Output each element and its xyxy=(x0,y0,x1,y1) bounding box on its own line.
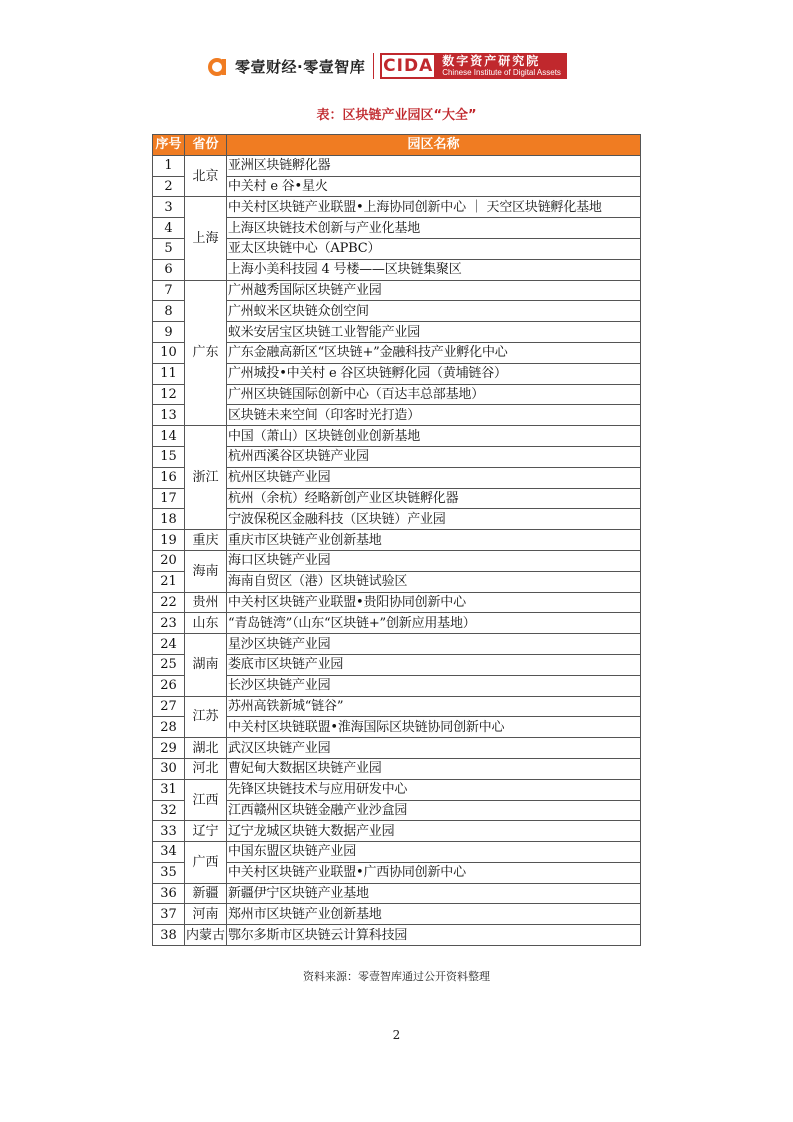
park-name: 杭州西溪谷区块链产业园 xyxy=(227,446,641,467)
row-number: 12 xyxy=(153,384,185,405)
header-no: 序号 xyxy=(153,135,185,156)
row-number: 11 xyxy=(153,363,185,384)
park-name: 中关村区块链产业联盟•贵阳协同创新中心 xyxy=(227,592,641,613)
row-number: 13 xyxy=(153,405,185,426)
row-number: 35 xyxy=(153,862,185,883)
park-name: 苏州高铁新城“链谷” xyxy=(227,696,641,717)
row-number: 33 xyxy=(153,821,185,842)
park-name: 广州区块链国际创新中心（百达丰总部基地） xyxy=(227,384,641,405)
row-number: 29 xyxy=(153,738,185,759)
park-name: 海口区块链产业园 xyxy=(227,550,641,571)
row-number: 32 xyxy=(153,800,185,821)
park-name: 广州城投•中关村 e 谷区块链孵化园（黄埔链谷） xyxy=(227,363,641,384)
table-row xyxy=(153,717,641,738)
header-province: 省份 xyxy=(185,135,227,156)
row-number: 20 xyxy=(153,550,185,571)
park-name: 区块链未来空间（印客时光打造） xyxy=(227,405,641,426)
row-number: 5 xyxy=(153,238,185,259)
row-number: 24 xyxy=(153,634,185,655)
page-header xyxy=(207,51,567,81)
table-header-row xyxy=(153,135,641,156)
province-cell: 新疆 xyxy=(185,883,227,904)
province-cell: 江苏 xyxy=(185,696,227,738)
table-row xyxy=(153,238,641,259)
row-number: 27 xyxy=(153,696,185,717)
table-row xyxy=(153,634,641,655)
row-number: 30 xyxy=(153,758,185,779)
table-row xyxy=(153,197,641,218)
table-row xyxy=(153,446,641,467)
table-row xyxy=(153,862,641,883)
park-name: 长沙区块链产业园 xyxy=(227,675,641,696)
row-number: 14 xyxy=(153,426,185,447)
cida-name-block xyxy=(436,53,567,79)
park-name: 娄底市区块链产业园 xyxy=(227,654,641,675)
table-row xyxy=(153,800,641,821)
park-name: 鄂尔多斯市区块链云计算科技园 xyxy=(227,925,641,946)
park-name: 江西赣州区块链金融产业沙盒园 xyxy=(227,800,641,821)
park-name: 广州越秀国际区块链产业园 xyxy=(227,280,641,301)
table-row xyxy=(153,738,641,759)
table-row xyxy=(153,758,641,779)
row-number: 17 xyxy=(153,488,185,509)
row-number: 28 xyxy=(153,717,185,738)
table-row xyxy=(153,488,641,509)
row-number: 7 xyxy=(153,280,185,301)
park-name: 上海小美科技园 4 号楼——区块链集聚区 xyxy=(227,259,641,280)
table-row xyxy=(153,301,641,322)
row-number: 3 xyxy=(153,197,185,218)
province-cell: 广东 xyxy=(185,280,227,426)
table-row xyxy=(153,779,641,800)
table-row xyxy=(153,280,641,301)
table-row xyxy=(153,218,641,239)
row-number: 34 xyxy=(153,842,185,863)
row-number: 10 xyxy=(153,342,185,363)
park-name: 宁波保税区金融科技（区块链）产业园 xyxy=(227,509,641,530)
park-name: 亚太区块链中心（APBC） xyxy=(227,238,641,259)
table-row xyxy=(153,696,641,717)
table-row xyxy=(153,509,641,530)
row-number: 18 xyxy=(153,509,185,530)
cida-english-name: Chinese Institute of Digital Assets xyxy=(442,67,561,77)
table-row xyxy=(153,550,641,571)
province-cell: 贵州 xyxy=(185,592,227,613)
row-number: 31 xyxy=(153,779,185,800)
row-number: 9 xyxy=(153,322,185,343)
province-cell: 河北 xyxy=(185,758,227,779)
header-park-name: 园区名称 xyxy=(227,135,641,156)
cida-chinese-name: 数字资产研究院 xyxy=(442,53,541,68)
table-row xyxy=(153,322,641,343)
table-row xyxy=(153,904,641,925)
table-row xyxy=(153,675,641,696)
province-cell: 内蒙古 xyxy=(185,925,227,946)
row-number: 38 xyxy=(153,925,185,946)
park-name: 新疆伊宁区块链产业基地 xyxy=(227,883,641,904)
province-cell: 浙江 xyxy=(185,426,227,530)
park-name: 中国（萧山）区块链创业创新基地 xyxy=(227,426,641,447)
lingyi-logo-icon xyxy=(207,55,229,77)
row-number: 2 xyxy=(153,176,185,197)
brand-name: 零壹财经·零壹智库 xyxy=(235,57,366,76)
header-divider xyxy=(373,53,374,79)
row-number: 8 xyxy=(153,301,185,322)
park-table xyxy=(152,134,641,946)
park-name: 杭州区块链产业园 xyxy=(227,467,641,488)
row-number: 22 xyxy=(153,592,185,613)
row-number: 4 xyxy=(153,218,185,239)
table-row xyxy=(153,613,641,634)
table-row xyxy=(153,426,641,447)
table-row xyxy=(153,654,641,675)
row-number: 26 xyxy=(153,675,185,696)
park-name: 广东金融高新区“区块链+”金融科技产业孵化中心 xyxy=(227,342,641,363)
cida-logo: CIDA xyxy=(380,53,436,79)
table-row xyxy=(153,467,641,488)
park-name: 武汉区块链产业园 xyxy=(227,738,641,759)
park-name: 广州蚁米区块链众创空间 xyxy=(227,301,641,322)
table-row xyxy=(153,342,641,363)
province-cell: 广西 xyxy=(185,842,227,884)
table-row xyxy=(153,259,641,280)
table-row xyxy=(153,571,641,592)
park-name: 中关村区块链产业联盟•上海协同创新中心 ｜ 天空区块链孵化基地 xyxy=(227,197,641,218)
table-row xyxy=(153,842,641,863)
table-row xyxy=(153,925,641,946)
row-number: 36 xyxy=(153,883,185,904)
table-row xyxy=(153,821,641,842)
park-name: 中国东盟区块链产业园 xyxy=(227,842,641,863)
province-cell: 江西 xyxy=(185,779,227,821)
province-cell: 上海 xyxy=(185,197,227,280)
province-cell: 湖北 xyxy=(185,738,227,759)
province-cell: 重庆 xyxy=(185,530,227,551)
park-name: 中关村区块链联盟•淮海国际区块链协同创新中心 xyxy=(227,717,641,738)
row-number: 21 xyxy=(153,571,185,592)
row-number: 16 xyxy=(153,467,185,488)
park-name: 亚洲区块链孵化器 xyxy=(227,155,641,176)
park-name: 上海区块链技术创新与产业化基地 xyxy=(227,218,641,239)
table-row xyxy=(153,883,641,904)
row-number: 15 xyxy=(153,446,185,467)
park-name: 星沙区块链产业园 xyxy=(227,634,641,655)
province-cell: 山东 xyxy=(185,613,227,634)
park-name: 中关村 e 谷•星火 xyxy=(227,176,641,197)
province-cell: 北京 xyxy=(185,155,227,197)
park-name: 郑州市区块链产业创新基地 xyxy=(227,904,641,925)
table-title: 表：区块链产业园区“大全” xyxy=(316,108,477,123)
park-name: 中关村区块链产业联盟•广西协同创新中心 xyxy=(227,862,641,883)
table-row xyxy=(153,405,641,426)
table-row xyxy=(153,155,641,176)
park-name: 杭州（余杭）经略新创产业区块链孵化器 xyxy=(227,488,641,509)
province-cell: 湖南 xyxy=(185,634,227,696)
park-name: 重庆市区块链产业创新基地 xyxy=(227,530,641,551)
page-number: 2 xyxy=(392,1028,401,1042)
row-number: 6 xyxy=(153,259,185,280)
table-body xyxy=(153,155,641,945)
row-number: 37 xyxy=(153,904,185,925)
province-cell: 海南 xyxy=(185,550,227,592)
park-name: 蚁米安居宝区块链工业智能产业园 xyxy=(227,322,641,343)
row-number: 19 xyxy=(153,530,185,551)
table-row xyxy=(153,384,641,405)
source-note: 资料来源：零壹智库通过公开资料整理 xyxy=(303,970,490,983)
row-number: 23 xyxy=(153,613,185,634)
table-row xyxy=(153,592,641,613)
table-row xyxy=(153,530,641,551)
row-number: 1 xyxy=(153,155,185,176)
park-name: 先锋区块链技术与应用研发中心 xyxy=(227,779,641,800)
table-row xyxy=(153,176,641,197)
park-name: 辽宁龙城区块链大数据产业园 xyxy=(227,821,641,842)
park-name: “青岛链湾”（山东“区块链+”创新应用基地） xyxy=(227,613,641,634)
table-row xyxy=(153,363,641,384)
park-name: 曹妃甸大数据区块链产业园 xyxy=(227,758,641,779)
row-number: 25 xyxy=(153,654,185,675)
province-cell: 河南 xyxy=(185,904,227,925)
province-cell: 辽宁 xyxy=(185,821,227,842)
park-name: 海南自贸区（港）区块链试验区 xyxy=(227,571,641,592)
